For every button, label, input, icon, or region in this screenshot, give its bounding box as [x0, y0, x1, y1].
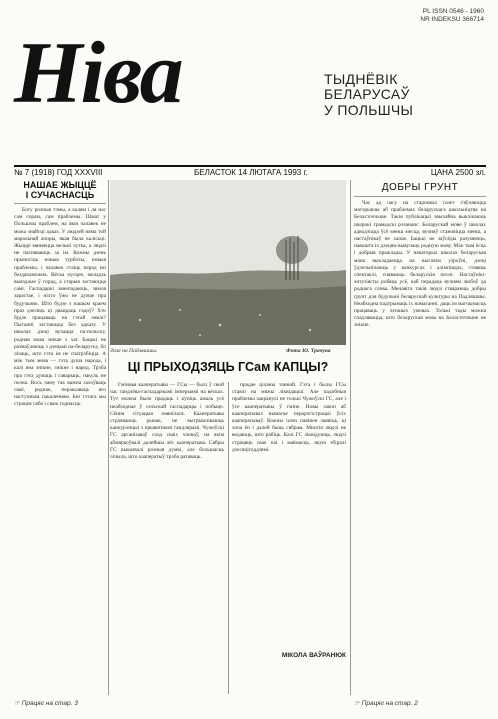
tagline-line: ТЫДНЁВІК	[324, 71, 398, 87]
center-article-title: ЦІ ПРЫХОДЗЯЦЬ ГСам КАПЦЫ?	[127, 360, 329, 374]
continued-note-right	[354, 699, 418, 707]
issue-info-bar	[14, 165, 486, 179]
column-divider	[350, 180, 351, 695]
landscape-image	[110, 180, 346, 345]
center-article-author: МІКОЛА ВАЎРАНЮК	[281, 652, 346, 659]
tagline-line: У ПОЛЬШЧЫ	[324, 101, 414, 118]
tagline	[324, 72, 413, 118]
photo-credit: Фота Ю. Трачука	[286, 348, 331, 354]
issn-block	[420, 8, 484, 24]
issue-number: № 7 (1918) ГОД XXXVIII	[14, 168, 103, 177]
right-article-text: Час ад часу на старонках газет з'яўляюцца матэрыялы аб праблемах беларускага школьніцтва на Беласточчыне. Такія публікацыі звычайна выклікаюць шырокі грамадскі рэзананс. Беларускай мове ў школах адводзіцца ўсё менш месца, вучняў становіцца менш, а настаўнікаў не хапае. Бацькі не заўсёды разумеюць, навошта іх дзецям вывучаць родную мову. Між тым ёсць і добрыя прыклады. У некаторых школах беларуская мова выкладаецца на высокім узроўні, дзеці ўдзельнічаюць у конкурсах і алімпіядах, ставяць спектаклі, спяваюць беларускія песні. Настаўнікі-энтузіясты робяць усё, каб перадаць вучням любоў да роднага слова. Менавіта такія людзі ствараюць добры грунт для будучыні беларускай культуры на Падляшшы. Неабходна падтрымаць іх намаганні, даць ім магчымасць працаваць у лепшых умовах. Толькі тады можна спадзявацца, што беларуская мова на Беласточчыне не знікне.	[354, 200, 486, 329]
pointing-hand-icon: ☞	[14, 700, 20, 707]
continued-note-left-text: Працяг на стар. 3	[21, 700, 78, 707]
issue-date: БЕЛАСТОК 14 ЛЮТАГА 1993 г.	[194, 168, 308, 177]
center-article-col1	[110, 382, 224, 692]
continued-note-right-text: Працяг на стар. 2	[361, 700, 418, 707]
photo-caption: Зіма на Падляшшы.	[110, 348, 158, 354]
pointing-hand-icon: ☞	[354, 700, 360, 707]
right-article-title: ДОБРЫ ГРУНТ	[381, 182, 459, 193]
issue-price: ЦАНА 2500 зл.	[430, 168, 486, 177]
newspaper-logo: Ніва	[14, 25, 182, 122]
center-article-col2	[232, 382, 346, 648]
column-divider	[108, 180, 109, 695]
index-number: NR INDEKSU 366714	[420, 16, 484, 24]
center-article-text: прадае ціханы таннай. Гэта і былы ГСы стаялі на мяжы ліквідацыі. Але падобныя праблемы закранулі не толькі Чужоўскі ГС, але і ўсе кааператывы ў гміне. Новы закон аб кааператывах вымагае перарэгістрацыі ўсіх кааператываў. Кожны член павінен заявіць, ці хоча ён і далей быць сябрам. Многія людзі не ведаюць, што рабіць. Калі ГС ліквідуюць, людзі страцяць свае паі і маёмасць, якую збіралі дзесяцігоддзямі.	[232, 382, 346, 453]
right-article-body	[354, 200, 486, 690]
column-divider	[228, 382, 229, 694]
winter-landscape-photo	[110, 180, 346, 345]
left-article-body	[14, 207, 106, 693]
masthead	[0, 0, 498, 150]
divider	[14, 203, 106, 204]
continued-note-left	[14, 699, 78, 707]
left-article-title-line: НАШАЕ ЖЫЦЦЁ	[23, 180, 97, 190]
divider	[354, 196, 486, 197]
center-article-text: Гміннья кааператывы — ГСы — былі ў свой час гандлёва-гаспадарчымі імперыямі на вёсках. Тут можна было прадаць і купіць амаль усё неабходнае ў сельскай гаспадарцы і побыце. Сёння сітуацыя змянілася. Кааператывы страчваюць рынак, не вытрымліваюць канкурэнцыі з прыватнымі гандлярамі. Чужоўскі ГС арганізаваў сход сваіх членаў, на якім абмяркоўвалі далейшы лёс кааператыва. Сябры ГС выказвалі розныя думкі, але большасць лічыла, што кааператыў трэба ратаваць.	[110, 382, 224, 461]
issn-number: PL ISSN 0546 - 1960	[422, 8, 484, 15]
left-article-text: Богу розныя тэмы, а калям і ля нас сам сорам, сам праблемы. Шмат у Польшчы праблем, на якія чалавек не можа знайсці адказ. У людзей няма той маральнай апоры, якая была калісьці. Жыццё мяняецца вельмі хутка, а людзі не паспяваюць за ім. Кожны дзень прыносіць новыя турботы, новыя праблемы, і чалавек стаіць перад імі бездапаможна. Вёска пусцее, моладзь выязджае ў горад, а старыя застаюцца самі. Гаспадаркі занепадаюць, зямля зарастае, і ніхто ўжо не думае пра будучыню. Што будзе з нашым краем праз дзесяць ці дваццаць гадоў? Хто будзе працаваць на гэтай зямлі? Пытанні застаюцца без адказу. У школах дзеці вучацца па-польску, родная мова знікае з хат. Бацькі не размаўляюць з дзецьмі па-беларуску, бо лічаць, што гэта ім не спатрэбіцца. А між тым мова — гэта душа народа, і калі яна знікне, знікне і народ. Трэба пра гэта думаць і гаварыць, пакуль не позна. Вось чаму так важна захоўваць сваё, роднае, пераказваць яго наступным пакаленням. Без гэтага мы страцім сябе і сваю годнасць.	[14, 207, 106, 408]
left-article-title-line: І СУЧАСНАСЦЬ	[25, 190, 95, 200]
left-article-title	[14, 180, 106, 200]
tagline-line: БЕЛАРУСАЎ	[324, 86, 410, 103]
